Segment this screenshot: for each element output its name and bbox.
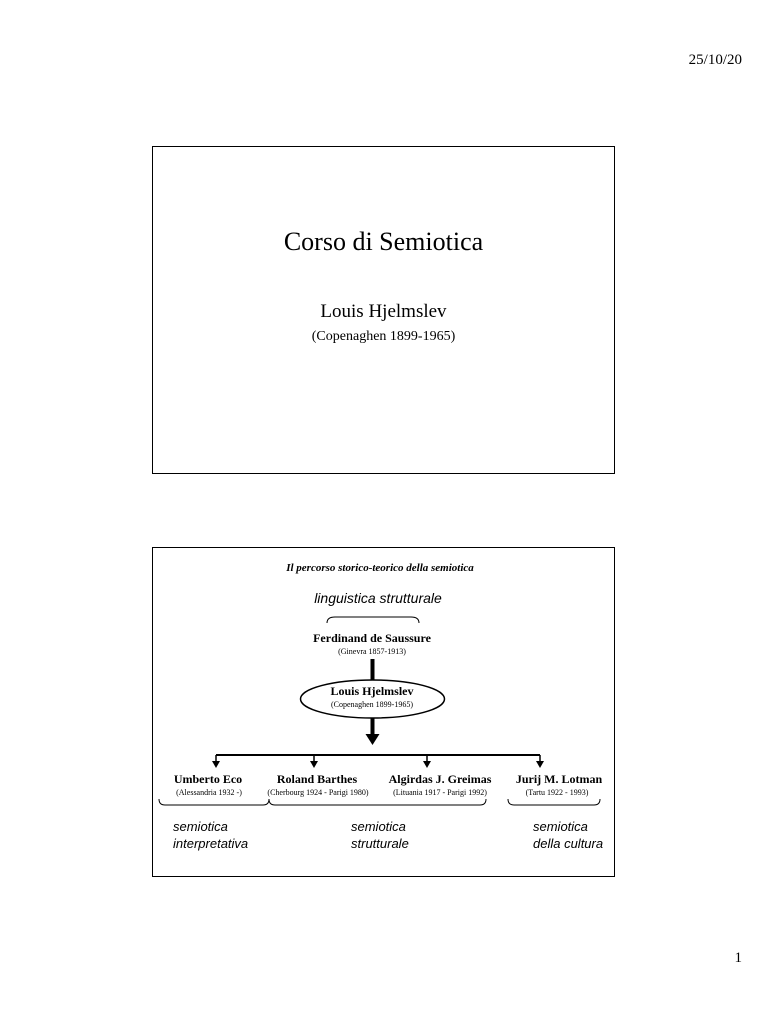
slide-semiotics-lineage <box>152 547 615 877</box>
hjelmslev-dates: (Copenaghen 1899-1965) <box>331 700 413 709</box>
follower-barthes-name: Roland Barthes <box>276 772 358 786</box>
arrow-hjelmslev-head <box>366 734 380 745</box>
arrow-to-barthes <box>310 761 318 768</box>
brace-eco <box>159 799 269 805</box>
branch-structural-line1: semiotica <box>351 819 406 834</box>
subject-dates: (Copenaghen 1899-1965) <box>311 329 456 344</box>
branch-culture-line2: della cultura <box>533 836 604 851</box>
saussure-dates: (Ginevra 1857-1913) <box>338 647 406 656</box>
slide-heading: Il percorso storico-teorico della semiotica <box>286 562 474 574</box>
course-title: Corso di Semiotica <box>283 227 484 256</box>
arrow-to-greimas <box>423 761 431 768</box>
branch-structural-line2: strutturale <box>351 836 409 851</box>
branch-interpretative <box>173 818 248 852</box>
follower-lotman-name: Jurij M. Lotman <box>515 772 603 786</box>
follower-eco-name: Umberto Eco <box>173 772 243 786</box>
brace-lotman <box>508 799 600 805</box>
branch-culture <box>533 818 603 852</box>
follower-greimas-dates: (Lituania 1917 - Parigi 1992) <box>393 788 487 797</box>
document-date: 25/10/20 <box>688 52 742 68</box>
slide-title <box>152 146 615 474</box>
arrow-to-eco <box>212 761 220 768</box>
follower-greimas-name: Algirdas J. Greimas <box>388 772 492 786</box>
follower-barthes-dates: (Cherbourg 1924 - Parigi 1980) <box>267 788 369 797</box>
follower-eco-dates: (Alessandria 1932 -) <box>176 788 242 797</box>
saussure-name: Ferdinand de Saussure <box>313 631 431 645</box>
brace-structural-linguistics <box>327 617 419 623</box>
brace-barthes-greimas <box>269 799 486 805</box>
arrow-hjelmslev-shaft <box>371 718 375 735</box>
branch-structural <box>351 818 409 852</box>
label-structural-linguistics: linguistica strutturale <box>314 590 442 606</box>
lecture-subject: Louis Hjelmslev <box>320 301 447 322</box>
arrow-to-lotman <box>536 761 544 768</box>
branch-culture-line1: semiotica <box>533 819 588 834</box>
follower-lotman-dates: (Tartu 1922 - 1993) <box>525 788 589 797</box>
hjelmslev-name: Louis Hjelmslev <box>330 684 414 698</box>
branch-interpretative-line2: interpretativa <box>173 836 249 851</box>
page-number: 1 <box>734 950 742 966</box>
branch-interpretative-line1: semiotica <box>173 819 228 834</box>
